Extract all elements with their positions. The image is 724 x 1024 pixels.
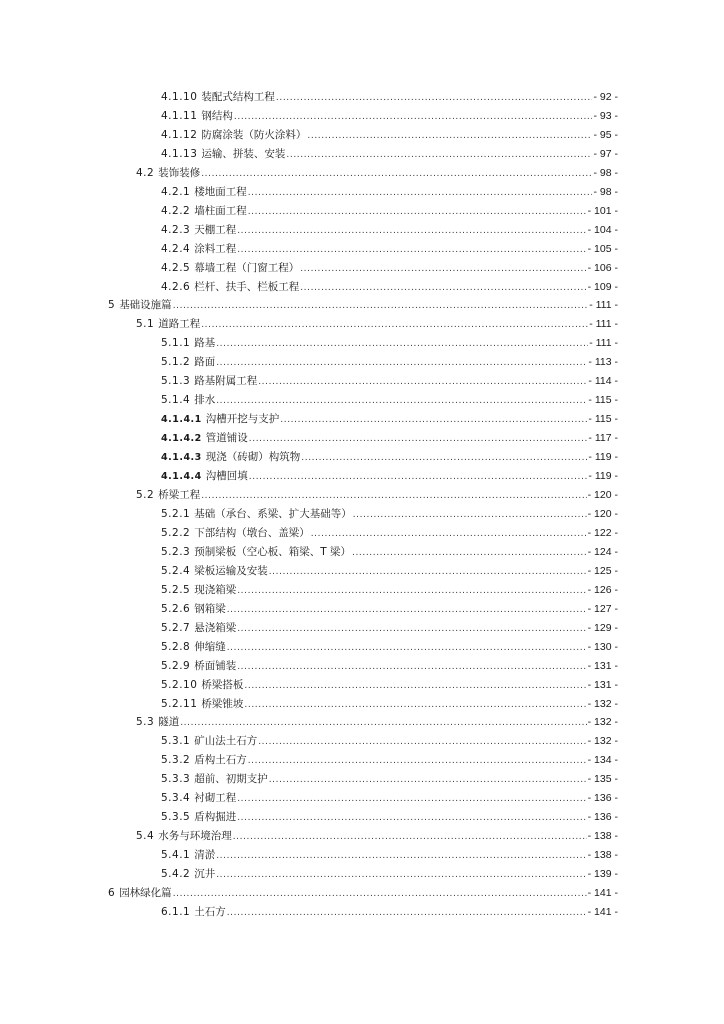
toc-entry-number: 4.2.6 — [161, 280, 191, 293]
toc-entry-title: 涂料工程 — [194, 242, 237, 255]
toc-entry[interactable] — [108, 543, 618, 562]
toc-entry-page-number: - 139 - — [587, 868, 618, 881]
toc-entry-page-number: - 115 - — [588, 394, 618, 407]
toc-dot-leader — [216, 866, 586, 885]
toc-entry-title: 钢箱梁 — [194, 602, 226, 615]
toc-entry-title: 排水 — [194, 394, 216, 407]
toc-entry-page-number: - 132 - — [587, 697, 618, 710]
toc-entry[interactable] — [108, 448, 618, 467]
toc-entry-title: 盾构掘进 — [194, 811, 237, 824]
toc-entry-page-number: - 111 - — [589, 299, 618, 312]
toc-entry-title: 桥梁工程 — [158, 489, 201, 502]
toc-entry[interactable] — [108, 732, 618, 751]
toc-dot-leader — [269, 771, 587, 790]
toc-entry[interactable] — [108, 808, 618, 827]
toc-dot-leader — [244, 677, 586, 696]
toc-entry-page-number: - 117 - — [588, 432, 618, 445]
toc-entry[interactable] — [108, 695, 618, 714]
toc-dot-leader — [237, 222, 586, 241]
toc-entry[interactable] — [108, 600, 618, 619]
toc-entry-title: 防腐涂装（防火涂料） — [201, 128, 307, 141]
toc-entry-page-number: - 98 - — [593, 166, 618, 179]
toc-entry-number: 5.2.8 — [161, 640, 191, 653]
toc-dot-leader — [237, 241, 586, 260]
toc-entry[interactable] — [108, 240, 618, 259]
toc-entry-title: 清淤 — [194, 849, 216, 862]
toc-entry-number: 6.1.1 — [161, 905, 191, 918]
toc-entry-page-number: - 101 - — [587, 204, 618, 217]
toc-entry-number: 4.1.13 — [161, 147, 198, 160]
toc-entry-page-number: - 122 - — [587, 526, 618, 539]
toc-entry[interactable] — [108, 581, 618, 600]
toc-entry-page-number: - 138 - — [587, 849, 618, 862]
toc-dot-leader — [201, 165, 592, 184]
toc-entry-title: 沉井 — [194, 868, 216, 881]
toc-entry[interactable] — [108, 903, 618, 922]
toc-dot-leader — [249, 430, 588, 449]
toc-entry-page-number: - 136 - — [587, 792, 618, 805]
toc-dot-leader — [237, 658, 586, 677]
toc-entry-number: 5.2.5 — [161, 583, 191, 596]
toc-entry-title: 路基 — [194, 337, 216, 350]
toc-dot-leader — [237, 790, 586, 809]
toc-entry[interactable] — [108, 827, 618, 846]
toc-entry-number: 5.1.4 — [161, 394, 191, 407]
toc-entry-number: 5.1.1 — [161, 337, 191, 350]
toc-dot-leader — [258, 733, 586, 752]
toc-entry-title: 梁板运输及安装 — [194, 564, 268, 577]
toc-entry-title: 水务与环境治理 — [158, 830, 232, 843]
toc-entry-number: 5.2.6 — [161, 602, 191, 615]
toc-entry[interactable] — [108, 676, 618, 695]
toc-entry-number: 5.2.9 — [161, 659, 191, 672]
toc-entry-page-number: - 129 - — [587, 621, 618, 634]
toc-entry-page-number: - 109 - — [587, 280, 618, 293]
toc-dot-leader — [216, 392, 587, 411]
toc-entry-number: 5.2.7 — [161, 621, 191, 634]
toc-entry[interactable] — [108, 619, 618, 638]
toc-entry-page-number: - 136 - — [587, 811, 618, 824]
toc-entry-title: 园林绿化篇 — [119, 887, 172, 900]
toc-entry[interactable] — [108, 183, 618, 202]
toc-entry[interactable] — [108, 789, 618, 808]
toc-dot-leader — [244, 696, 586, 715]
toc-entry[interactable] — [108, 296, 618, 315]
toc-dot-leader — [227, 904, 587, 923]
toc-entry-page-number: - 104 - — [587, 223, 618, 236]
toc-entry-number: 5.3.1 — [161, 735, 191, 748]
toc-dot-leader — [227, 639, 587, 658]
toc-entry-page-number: - 111 - — [589, 337, 618, 350]
toc-entry[interactable] — [108, 278, 618, 297]
toc-dot-leader — [237, 620, 586, 639]
toc-entry-title: 路面 — [194, 356, 216, 369]
toc-entry-title: 钢结构 — [201, 109, 233, 122]
toc-entry[interactable] — [108, 164, 618, 183]
toc-entry[interactable] — [108, 770, 618, 789]
toc-entry-number: 5.2.4 — [161, 564, 191, 577]
toc-entry-page-number: - 95 - — [593, 128, 618, 141]
toc-entry-title: 沟槽回填 — [205, 470, 248, 483]
toc-entry[interactable] — [108, 202, 618, 221]
toc-entry-number: 6 — [108, 887, 116, 900]
toc-entry[interactable] — [108, 391, 618, 410]
toc-entry-page-number: - 126 - — [587, 583, 618, 596]
toc-entry-page-number: - 120 - — [587, 507, 618, 520]
toc-entry-title: 道路工程 — [158, 318, 201, 331]
toc-entry-page-number: - 111 - — [589, 318, 618, 331]
toc-entry-number: 4.1.4.2 — [161, 433, 202, 445]
toc-entry-title: 栏杆、扶手、栏板工程 — [194, 280, 300, 293]
toc-entry-number: 5.2.3 — [161, 545, 191, 558]
toc-entry-title: 现浇（砖砌）构筑物 — [205, 451, 301, 464]
toc-entry-title: 管道铺设 — [205, 432, 248, 445]
toc-entry-page-number: - 125 - — [587, 564, 618, 577]
toc-entry-number: 5.2.11 — [161, 697, 198, 710]
toc-entry-title: 装配式结构工程 — [201, 91, 275, 103]
toc-entry[interactable] — [108, 315, 618, 334]
toc-dot-leader — [301, 449, 587, 468]
toc-dot-leader — [353, 506, 587, 525]
toc-entry[interactable] — [108, 865, 618, 884]
toc-entry[interactable] — [108, 486, 618, 505]
toc-dot-leader — [234, 108, 593, 127]
toc-entry[interactable] — [108, 429, 618, 448]
toc-entry-title: 现浇箱梁 — [194, 583, 237, 596]
toc-entry[interactable] — [108, 657, 618, 676]
toc-entry-title: 盾构土石方 — [194, 754, 247, 767]
toc-entry-number: 5.1.3 — [161, 375, 191, 388]
toc-entry[interactable] — [108, 107, 618, 126]
toc-entry[interactable] — [108, 846, 618, 865]
toc-entry[interactable] — [108, 88, 618, 107]
toc-entry-title: 衬砌工程 — [194, 792, 237, 805]
toc-entry-page-number: - 132 - — [587, 716, 618, 729]
toc-entry-number: 5.4.1 — [161, 849, 191, 862]
toc-entry[interactable] — [108, 372, 618, 391]
toc-entry-number: 5.4.2 — [161, 868, 191, 881]
toc-entry-title: 预制梁板（空心板、箱梁、T 梁） — [194, 545, 351, 558]
toc-dot-leader — [173, 297, 589, 316]
toc-entry-page-number: - 141 - — [587, 887, 618, 900]
toc-entry-title: 桥面铺装 — [194, 659, 237, 672]
toc-entry-title: 幕墙工程（门窗工程） — [194, 261, 300, 274]
toc-entry-page-number: - 120 - — [587, 489, 618, 502]
toc-entry-title: 超前、初期支护 — [194, 773, 268, 786]
toc-entry-number: 4.2.3 — [161, 223, 191, 236]
toc-dot-leader — [248, 184, 593, 203]
toc-entry-page-number: - 115 - — [588, 413, 618, 426]
toc-entry-page-number: - 98 - — [593, 185, 618, 198]
toc-entry-title: 沟槽开挖与支护 — [205, 413, 280, 426]
toc-dot-leader — [300, 279, 586, 298]
toc-dot-leader — [216, 847, 586, 866]
toc-entry-number: 5.2.1 — [161, 507, 191, 520]
toc-entry-number: 5.1 — [136, 318, 155, 331]
toc-entry-title: 桥梁搭板 — [201, 678, 244, 691]
toc-dot-leader — [258, 373, 587, 392]
toc-dot-leader — [300, 260, 586, 279]
toc-entry[interactable] — [108, 334, 618, 353]
toc-entry[interactable] — [108, 126, 618, 145]
toc-dot-leader — [216, 335, 588, 354]
toc-dot-leader — [248, 203, 587, 222]
toc-entry-number: 4.2.1 — [161, 185, 191, 198]
toc-entry-page-number: - 135 - — [587, 773, 618, 786]
toc-dot-leader — [311, 525, 587, 544]
toc-dot-leader — [352, 544, 587, 563]
toc-dot-leader — [276, 89, 593, 108]
toc-entry-page-number: - 132 - — [587, 735, 618, 748]
toc-dot-leader — [180, 714, 586, 733]
toc-entry[interactable] — [108, 562, 618, 581]
toc-entry-page-number: - 130 - — [587, 640, 618, 653]
toc-dot-leader — [280, 411, 587, 430]
toc-entry-page-number: - 119 - — [588, 451, 618, 464]
toc-entry[interactable] — [108, 524, 618, 543]
toc-entry-number: 5.3 — [136, 716, 155, 729]
toc-entry[interactable] — [108, 353, 618, 372]
toc-entry-page-number: - 131 - — [587, 659, 618, 672]
toc-dot-leader — [237, 809, 586, 828]
toc-entry[interactable] — [108, 713, 618, 732]
toc-entry-page-number: - 92 - — [593, 91, 618, 103]
toc-entry[interactable] — [108, 221, 618, 240]
toc-entry-number: 4.1.4.3 — [161, 452, 202, 464]
toc-entry-number: 4.1.11 — [161, 109, 198, 122]
toc-entry-title: 天棚工程 — [194, 223, 237, 236]
toc-dot-leader — [248, 752, 587, 771]
toc-entry-number: 4.2.2 — [161, 204, 191, 217]
toc-entry-number: 5.3.4 — [161, 792, 191, 805]
toc-entry[interactable] — [108, 145, 618, 164]
toc-entry-page-number: - 105 - — [587, 242, 618, 255]
toc-entry-number: 5.3.3 — [161, 773, 191, 786]
toc-entry-number: 4.1.4.1 — [161, 414, 202, 426]
toc-entry-number: 5.2.2 — [161, 526, 191, 539]
toc-entry-title: 路基附属工程 — [194, 375, 258, 388]
toc-entry-page-number: - 97 - — [593, 147, 618, 160]
toc-dot-leader — [286, 146, 592, 165]
toc-entry-title: 土石方 — [194, 905, 226, 918]
toc-entry-title: 基础设施篇 — [119, 299, 172, 312]
toc-entry[interactable] — [108, 751, 618, 770]
toc-dot-leader — [249, 468, 588, 487]
toc-entry-page-number: - 114 - — [588, 375, 618, 388]
toc-entry-page-number: - 138 - — [587, 830, 618, 843]
toc-entry-number: 5.2.10 — [161, 678, 198, 691]
toc-entry[interactable] — [108, 467, 618, 486]
toc-dot-leader — [237, 582, 586, 601]
toc-entry-title: 矿山法土石方 — [194, 735, 258, 748]
toc-entry-page-number: - 119 - — [588, 470, 618, 483]
toc-dot-leader — [216, 354, 587, 373]
toc-entry-number: 5.2 — [136, 489, 155, 502]
toc-entry-title: 悬浇箱梁 — [194, 621, 237, 634]
toc-entry[interactable] — [108, 505, 618, 524]
toc-entry-title: 装饰装修 — [158, 166, 201, 179]
toc-entry-number: 5.1.2 — [161, 356, 191, 369]
toc-entry-number: 4.2.5 — [161, 261, 191, 274]
table-of-contents — [108, 88, 618, 922]
toc-dot-leader — [233, 828, 587, 847]
toc-entry[interactable] — [108, 410, 618, 429]
toc-entry-page-number: - 124 - — [587, 545, 618, 558]
toc-entry-number: 5.3.5 — [161, 811, 191, 824]
toc-entry-number: 4.1.10 — [161, 91, 198, 103]
toc-dot-leader — [173, 885, 587, 904]
toc-entry-number: 5.4 — [136, 830, 155, 843]
toc-entry-number: 4.2.4 — [161, 242, 191, 255]
toc-dot-leader — [269, 563, 587, 582]
toc-dot-leader — [201, 316, 588, 335]
toc-entry[interactable] — [108, 638, 618, 657]
toc-dot-leader — [227, 601, 587, 620]
toc-entry-title: 墙柱面工程 — [194, 204, 247, 217]
toc-entry-title: 隧道 — [158, 716, 180, 729]
toc-entry-page-number: - 106 - — [587, 261, 618, 274]
toc-entry-title: 桥梁锥坡 — [201, 697, 244, 710]
toc-entry-number: 5.3.2 — [161, 754, 191, 767]
toc-entry-number: 5 — [108, 299, 116, 312]
toc-entry-title: 基础（承台、系梁、扩大基础等） — [194, 507, 352, 520]
toc-dot-leader — [307, 127, 592, 146]
toc-entry-page-number: - 134 - — [587, 754, 618, 767]
toc-entry-page-number: - 93 - — [593, 109, 618, 122]
toc-entry-number: 4.1.12 — [161, 128, 198, 141]
toc-entry-title: 运输、拼装、安装 — [201, 147, 286, 160]
toc-entry-number: 4.2 — [136, 166, 155, 179]
toc-entry-title: 楼地面工程 — [194, 185, 247, 198]
toc-dot-leader — [201, 487, 586, 506]
toc-entry[interactable] — [108, 259, 618, 278]
toc-entry-title: 伸缩缝 — [194, 640, 226, 653]
toc-entry-page-number: - 113 - — [588, 356, 618, 369]
toc-entry-page-number: - 141 - — [587, 905, 618, 918]
toc-entry-title: 下部结构（墩台、盖梁） — [194, 526, 310, 539]
toc-entry-page-number: - 127 - — [587, 602, 618, 615]
toc-entry-number: 4.1.4.4 — [161, 471, 202, 483]
toc-entry[interactable] — [108, 884, 618, 903]
toc-entry-page-number: - 131 - — [587, 678, 618, 691]
